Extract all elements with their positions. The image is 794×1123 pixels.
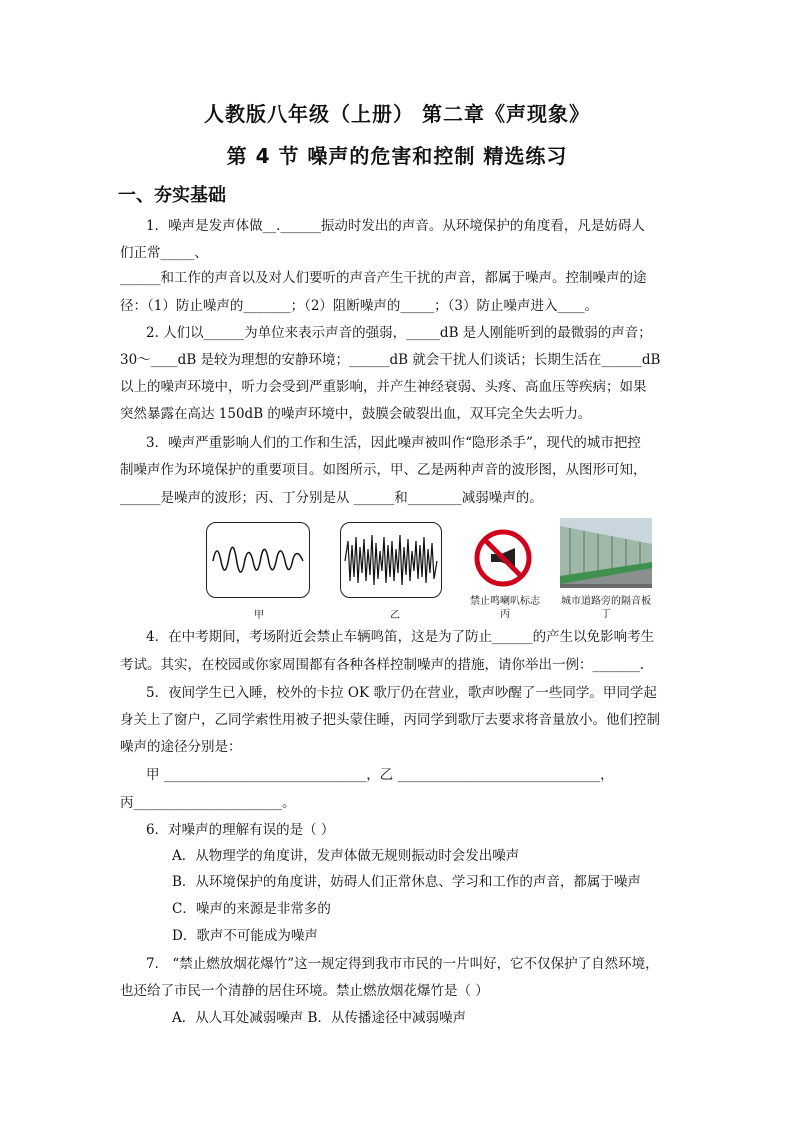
- q1-line-4: 径：（1）防止噪声的_______；（2）阻断噪声的_____；（3）防止噪声进入____。: [120, 298, 599, 314]
- no-horn-sign-icon: [473, 528, 533, 588]
- q5-line-1: 5．夜间学生已入睡，校外的卡拉 OK 歌厅仍在营业，歌声吵醒了一些同学。甲同学起: [146, 685, 657, 701]
- section-heading: 一、夯实基础: [118, 185, 226, 206]
- q5-answer-line-1: 甲 ______________________________，乙 ______________________________，: [146, 767, 614, 783]
- figure-ding-caption: 城市道路旁的隔音板: [561, 596, 651, 607]
- q2-line-1: 2. 人们以______为单位来表示声音的强弱，_____dB 是人刚能听到的最微弱的声音；: [146, 325, 652, 341]
- figure-yi-label: 乙: [390, 610, 400, 621]
- q5-answer-line-2: 丙______________________。: [120, 795, 296, 811]
- q6-stem: 6．对噪声的理解有误的是（ ）: [146, 822, 335, 838]
- q3-line-3: ______是噪声的波形；丙、丁分别是从 ______和________减弱噪声的。: [120, 490, 543, 506]
- q5-line-3: 噪声的途径分别是：: [120, 739, 242, 755]
- q1-line-2: 们正常_____、: [120, 245, 208, 261]
- q6-option-c: C．噪声的来源是非常多的: [172, 901, 331, 917]
- waveform-yi-icon: [341, 523, 441, 597]
- page-subtitle: 第 4 节 噪声的危害和控制 精选练习: [226, 144, 568, 168]
- q4-line-2: 考试。其实，在校园或你家周围都有各种各样控制噪声的措施，请你举出一例：_______.: [120, 657, 645, 673]
- q7-options-ab: A．从人耳处减弱噪声 B．从传播途径中减弱噪声: [172, 1010, 466, 1026]
- waveform-jia-box: [206, 522, 310, 598]
- q6-option-b: B．从环境保护的角度讲，妨碍人们正常休息、学习和工作的声音，都属于噪声: [172, 874, 641, 890]
- figure-ding-label: 丁: [601, 609, 611, 620]
- q4-line-1: 4．在中考期间，考场附近会禁止车辆鸣笛，这是为了防止______的产生以免影响考生: [146, 629, 655, 645]
- waveform-jia-icon: [207, 523, 309, 597]
- figure-jia-label: 甲: [254, 610, 264, 621]
- waveform-yi-box: [340, 522, 442, 598]
- q3-line-2: 制噪声作为环境保护的重要项目。如图所示，甲、乙是两种声音的波形图，从图形可知，: [120, 462, 647, 478]
- figure-bing-caption: 禁止鸣喇叭标志: [470, 596, 540, 607]
- sound-barrier-photo: [560, 518, 652, 588]
- q2-line-4: 突然暴露在高达 150dB 的噪声环境中，鼓膜会破裂出血，双耳完全失去听力。: [120, 406, 592, 422]
- q1-line-1: 1．噪声是发声体做__.______振动时发出的声音。从环境保护的角度看，凡是妨碍人: [146, 218, 645, 234]
- q6-option-d: D．歌声不可能成为噪声: [172, 928, 318, 944]
- q3-line-1: 3．噪声严重影响人们的工作和生活，因此噪声被叫作“隐形杀手”，现代的城市把控: [146, 435, 641, 451]
- q2-line-2: 30～____dB 是较为理想的安静环境；______dB 就会干扰人们谈话；长期生活在______dB: [120, 352, 661, 368]
- q6-option-a: A．从物理学的角度讲，发声体做无规则振动时会发出噪声: [172, 848, 520, 864]
- q2-line-3: 以上的噪声环境中，听力会受到严重影响，并产生神经衰弱、头疼、高血压等疾病；如果: [120, 379, 647, 395]
- q7-line-2: 也还给了市民一个清静的居住环境。禁止燃放烟花爆竹是（ ）: [120, 983, 489, 999]
- q1-line-3: ______和工作的声音以及对人们要听的声音产生干扰的声音，都属于噪声。控制噪声的途: [120, 270, 647, 286]
- page-title: 人教版八年级（上册） 第二章《声现象》: [204, 102, 590, 126]
- q5-line-2: 身关上了窗户，乙同学索性用被子把头蒙住睡，丙同学到歌厅去要求将音量放小。他们控制: [120, 712, 660, 728]
- figure-bing-label: 丙: [500, 609, 510, 620]
- q7-line-1: 7． “禁止燃放烟花爆竹”这一规定得到我市市民的一片叫好，它不仅保护了自然环境，: [146, 956, 659, 972]
